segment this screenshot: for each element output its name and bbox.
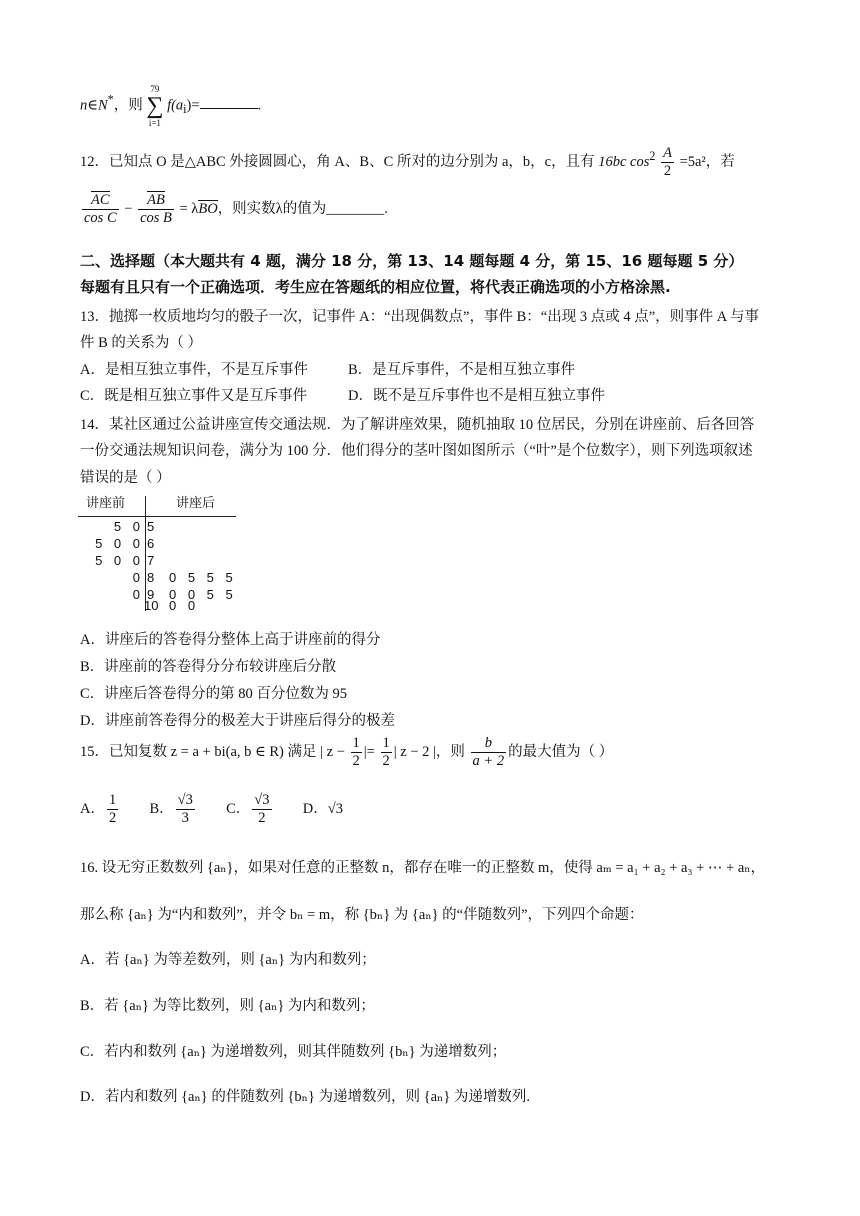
q11-sep: ，则 [113,97,143,114]
q15-option-c-frac [252,792,271,827]
q16-line2: 那么称 {aₙ} 为“内和数列”，并令 bₙ = m，称 {bₙ} 为 {aₙ} 的“伴随数列”，下列四个命题： [80,907,644,923]
frac-den: cos B [140,210,172,226]
frac-num: A [663,145,672,161]
q14-option-a: A．讲座后的答卷得分整体上高于讲座前的得分 [80,632,381,648]
q12-minus: − [124,200,133,217]
q11-sum [146,84,163,128]
q14-option-b: B．讲座前的答卷得分分布较讲座后分散 [80,659,337,675]
vec-label: AB [147,192,165,208]
q15-frac3 [471,735,507,770]
q15-stem [80,735,613,770]
frac-den: 3 [181,810,189,826]
q12-frac-ac [82,192,119,227]
q12-expr-pre: 16bc cos [598,153,650,170]
frac-den: a + 2 [472,753,505,769]
vector-ac [82,192,119,210]
q12-expr-exp: 2 [649,149,656,163]
q15-option-c: C． [226,800,251,817]
q12-expr-post: =5a²，若 [679,153,735,170]
q16-option-c: C．若内和数列 {aₙ} 为递增数列，则其伴随数列 {bₙ} 为递增数列； [80,1044,507,1060]
stem-leaf-plot [78,492,246,614]
q11-sum-top: 79 [150,84,160,94]
q12-rhs: = λ [179,200,199,217]
plot-stem: 5 [147,519,155,534]
q11-sum-bottom: i=1 [148,118,161,128]
plot-stem: 10 [144,598,159,613]
plot-left-leaves: 0 [132,587,144,602]
q16-option-d: D．若内和数列 {aₙ} 的伴随数列 {bₙ} 为递增数列，则 {aₙ} 为递增数列. [80,1089,531,1105]
q15-frac1 [351,735,362,770]
answer-blank [200,96,258,109]
sigma-icon: ∑ [146,93,164,119]
plot-stem: 6 [147,536,155,551]
vec-label: AC [91,192,110,208]
q14-line3: 错误的是（ ） [80,470,171,486]
q15-option-a-frac [107,792,118,827]
q11-cond: n∈N [80,97,108,114]
plot-right-leaves: 0 5 5 5 [169,570,237,585]
q14-option-d: D．讲座前答卷得分的极差大于讲座后得分的极差 [80,713,395,729]
q13-option-c: C．既是相互独立事件又是互斥事件 [80,388,308,404]
frac-den: 2 [258,810,266,826]
q11-body: f(a [167,97,184,114]
q13-option-b: B．是互斥事件，不是相互独立事件 [348,362,576,378]
stem-header-after: 讲座后 [176,496,216,511]
plot-row [78,597,246,614]
plot-right-leaves: 0 0 [169,598,200,613]
q11-star: * [107,92,114,107]
q11-sub: i [183,102,187,117]
q11-tail [80,84,261,128]
q14-line2: 一份交通法规知识问卷，满分为 100 分．他们得分的茎叶图如图所示（“叶”是个位数字），则下列选项叙述 [80,443,753,459]
q16-line1: 16. 设无穷正数数列 {aₙ}，如果对任意的正整数 n，都存在唯一的正整数 m，使得 aₘ = a₁ + a₂ + a₃ + ⋯ + aₙ， [80,860,766,876]
q15-option-b: B． [149,800,174,817]
q13-line1: 13．抛掷一枚质地均匀的骰子一次，记事件 A：“出现偶数点”，事件 B：“出现 3 点或 4 点”，则事件 A 与事 [80,309,760,325]
section2-instructions: 每题有且只有一个正确选项．考生应在答题纸的相应位置，将代表正确选项的小方格涂黑. [80,278,671,296]
q14-option-c: C．讲座后答卷得分的第 80 百分位数为 95 [80,686,348,702]
q15-pre: 15．已知复数 z = a + bi(a, b ∈ R) 满足 | z − [80,743,345,760]
q15-option-a: A． [80,800,105,817]
frac-num: 1 [352,735,360,751]
q15-option-b-frac [176,792,195,827]
q16-option-a: A．若 {aₙ} 为等差数列，则 {aₙ} 为内和数列； [80,952,376,968]
frac-den: 2 [663,163,672,179]
plot-row [78,535,246,552]
plot-left-leaves: 5 0 [113,519,144,534]
stem-header-before: 讲座前 [86,496,126,511]
frac-den: cos C [84,210,117,226]
plot-stem: 7 [147,553,155,568]
frac-den: 2 [108,810,117,826]
vector-bo: BO [198,200,218,217]
q11-close: )= [186,97,200,114]
q15-mid: |= [363,743,375,760]
plot-left-leaves: 5 0 0 [95,536,144,551]
plot-right-leaves: 0 0 5 5 [169,587,237,602]
frac-den: 2 [352,753,360,769]
q12-text: 12．已知点 O 是△ABC 外接圆圆心，角 A、B、C 所对的边分别为 a，b，c，且有 [80,153,595,170]
plot-stem: 9 [147,587,155,602]
q15-options [80,792,343,827]
frac-num: √3 [177,792,193,808]
q11-end: . [257,97,262,114]
plot-row [78,569,246,586]
q12-line1 [80,145,735,180]
section2-title: 二、选择题（本大题共有 4 题，满分 18 分，第 13、14 题每题 4 分，第 15、16 题每题 5 分） [80,252,744,270]
q14-line1: 14．某社区通过公益讲座宣传交通法规．为了解讲座效果，随机抽取 10 位居民，分别在讲座前、后各回答 [80,417,755,433]
q15-option-d: D．√3 [302,800,343,817]
frac-den: 2 [382,753,390,769]
plot-row [78,552,246,569]
frac-num: b [471,735,507,753]
frac-num: 1 [382,735,390,751]
plot-left-leaves: 5 0 0 [95,553,144,568]
q13-option-a: A．是相互独立事件，不是互斥事件 [80,362,308,378]
q12-frac-ab [138,192,174,227]
q15-frac2 [381,735,392,770]
q15-post: 的最大值为（ ） [508,743,614,760]
q12-half-angle [661,145,674,180]
q13-line2: 件 B 的关系为（ ） [80,335,203,351]
plot-left-leaves: 0 [132,570,144,585]
q13-option-d: D．既不是互斥事件也不是相互独立事件 [348,388,605,404]
vector-ab [138,192,174,210]
q12-line2 [80,192,388,227]
plot-divider-horizontal [78,516,236,517]
q12-end: ，则实数λ的值为________. [217,200,388,217]
frac-num: √3 [254,792,270,808]
frac-num: 1 [108,792,117,808]
plot-row [78,518,246,535]
plot-stem: 8 [147,570,155,585]
q16-option-b: B．若 {aₙ} 为等比数列，则 {aₙ} 为内和数列； [80,998,375,1014]
q15-mid2: | z − 2 |，则 [393,743,465,760]
